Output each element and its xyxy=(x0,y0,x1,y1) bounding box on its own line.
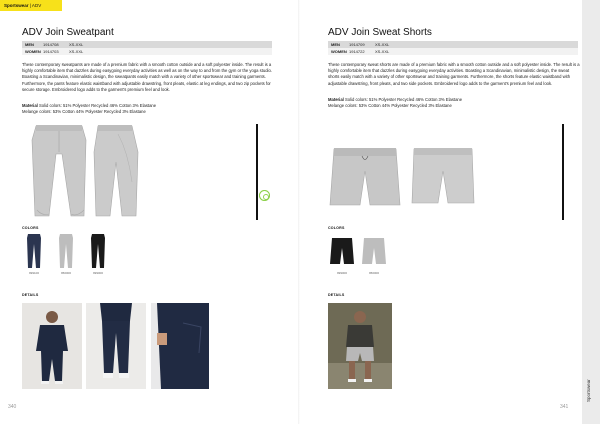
colors-label: COLORS xyxy=(328,226,345,230)
material-melange: Melange colors: 53% Cotton 44% Polyester Recycled 3% Elastane xyxy=(22,109,146,115)
page-number: 341 xyxy=(560,404,569,410)
spec-table-sweatpant xyxy=(22,41,272,55)
swatch-navy xyxy=(27,234,41,268)
detail-photo-full-outfit xyxy=(22,303,82,389)
swatch-black xyxy=(330,238,354,264)
spec-table-shorts xyxy=(328,41,578,55)
divider-line xyxy=(562,124,564,220)
material-text xyxy=(22,103,274,115)
spec-row-men xyxy=(22,41,272,48)
spec-sizes: XS-XXL xyxy=(375,42,390,47)
material-solid: Solid colors: 51% Polyester Recycled 46% Cotton 3% Elastane xyxy=(37,103,157,108)
details-label: DETAILS xyxy=(328,293,345,297)
shorts-side-image xyxy=(408,145,478,211)
spec-label: MEN xyxy=(331,42,340,47)
section-tag xyxy=(0,0,62,11)
spec-sizes: XS-XXL xyxy=(375,49,390,54)
section-side-tab-label: Sportswear xyxy=(586,379,591,402)
swatch-code: 950000 xyxy=(60,271,71,275)
section-tag-rest: | ADV xyxy=(28,3,42,8)
colors-label: COLORS xyxy=(22,226,39,230)
material-label: Material xyxy=(22,103,38,108)
details-label: DETAILS xyxy=(22,293,39,297)
spec-sizes: XS-XXL xyxy=(69,49,84,54)
color-swatches-shorts xyxy=(330,236,390,268)
color-swatches-sweatpant xyxy=(25,232,117,270)
divider-line xyxy=(256,124,258,220)
section-side-tab xyxy=(582,0,600,424)
section-tag-bold: Sportswear xyxy=(4,3,29,8)
spec-code: 1914722 xyxy=(349,49,365,54)
detail-photo-legs xyxy=(86,303,146,389)
detail-photo-pocket xyxy=(151,303,209,389)
product-title-sweatpant: ADV Join Sweatpant xyxy=(22,27,114,38)
spec-label: MEN xyxy=(25,42,34,47)
product-description: These contemporary sweatpants are made of a premium fabric with a smooth cotton outside and a soft polyester inside. The result is a highly comfortable item that dazzles during easygoing everyday activities as well as on the way to and from the gym or the yoga studio. Boasting a Scandinavian, minimalistic design, the sweatpants easily match with a variety of other sportswear and training garments. Furthermore, the pants feature elastic waistband with adjustable drawstring, front pleats, elastic at leg endings, and two zip pockets for secure storage. Embroidered logo adds to the garment's premium feel and look. xyxy=(22,62,272,92)
spec-label: WOMEN xyxy=(25,49,41,54)
shorts-front-image xyxy=(328,145,402,211)
swatch-code: 999000 xyxy=(92,271,103,275)
sweatpant-front-image xyxy=(22,122,97,220)
swatch-grey xyxy=(362,238,386,264)
spec-sizes: XS-XXL xyxy=(69,42,84,47)
swatch-code: 999000 xyxy=(336,271,347,275)
spec-row-women xyxy=(328,48,578,55)
swatch-code: 999100 xyxy=(28,271,39,275)
spec-code: 1914703 xyxy=(43,49,59,54)
swatch-code: 950000 xyxy=(368,271,379,275)
right-page xyxy=(300,0,600,424)
swatch-grey xyxy=(59,234,73,268)
page-number: 340 xyxy=(8,404,17,410)
product-description: These contemporary sweat shorts are made of a premium fabric with a smooth cotton outside and a soft polyester inside. The result is a highly comfortable item that dazzles during easygoing everyday activities. Boasting a Scandinavian, minimalistic design, the sweat shorts easily match with a variety of other sportswear and training garments. Furthermore, the shorts feature elastic waistband with adjustable drawstring, front pleats, and two side pockets. Embroidered logo adds to the garment's premium feel and look. xyxy=(328,62,580,86)
spec-code: 1914709 xyxy=(349,42,365,47)
detail-photo-shorts-outfit xyxy=(328,303,392,389)
sustainability-icon xyxy=(259,190,270,201)
product-title-shorts: ADV Join Sweat Shorts xyxy=(328,27,432,38)
material-solid: Solid colors: 51% Polyester Recycled 46% Cotton 3% Elastane xyxy=(343,97,463,102)
material-label: Material xyxy=(328,97,344,102)
spec-row-women xyxy=(22,48,272,55)
sweatpant-side-image xyxy=(88,122,148,220)
swatch-black xyxy=(91,234,105,268)
spec-code: 1914708 xyxy=(43,42,59,47)
spec-label: WOMEN xyxy=(331,49,347,54)
spec-row-men xyxy=(328,41,578,48)
material-text xyxy=(328,97,580,109)
material-melange: Melange colors: 53% Cotton 44% Polyester Recycled 3% Elastane xyxy=(328,103,452,109)
